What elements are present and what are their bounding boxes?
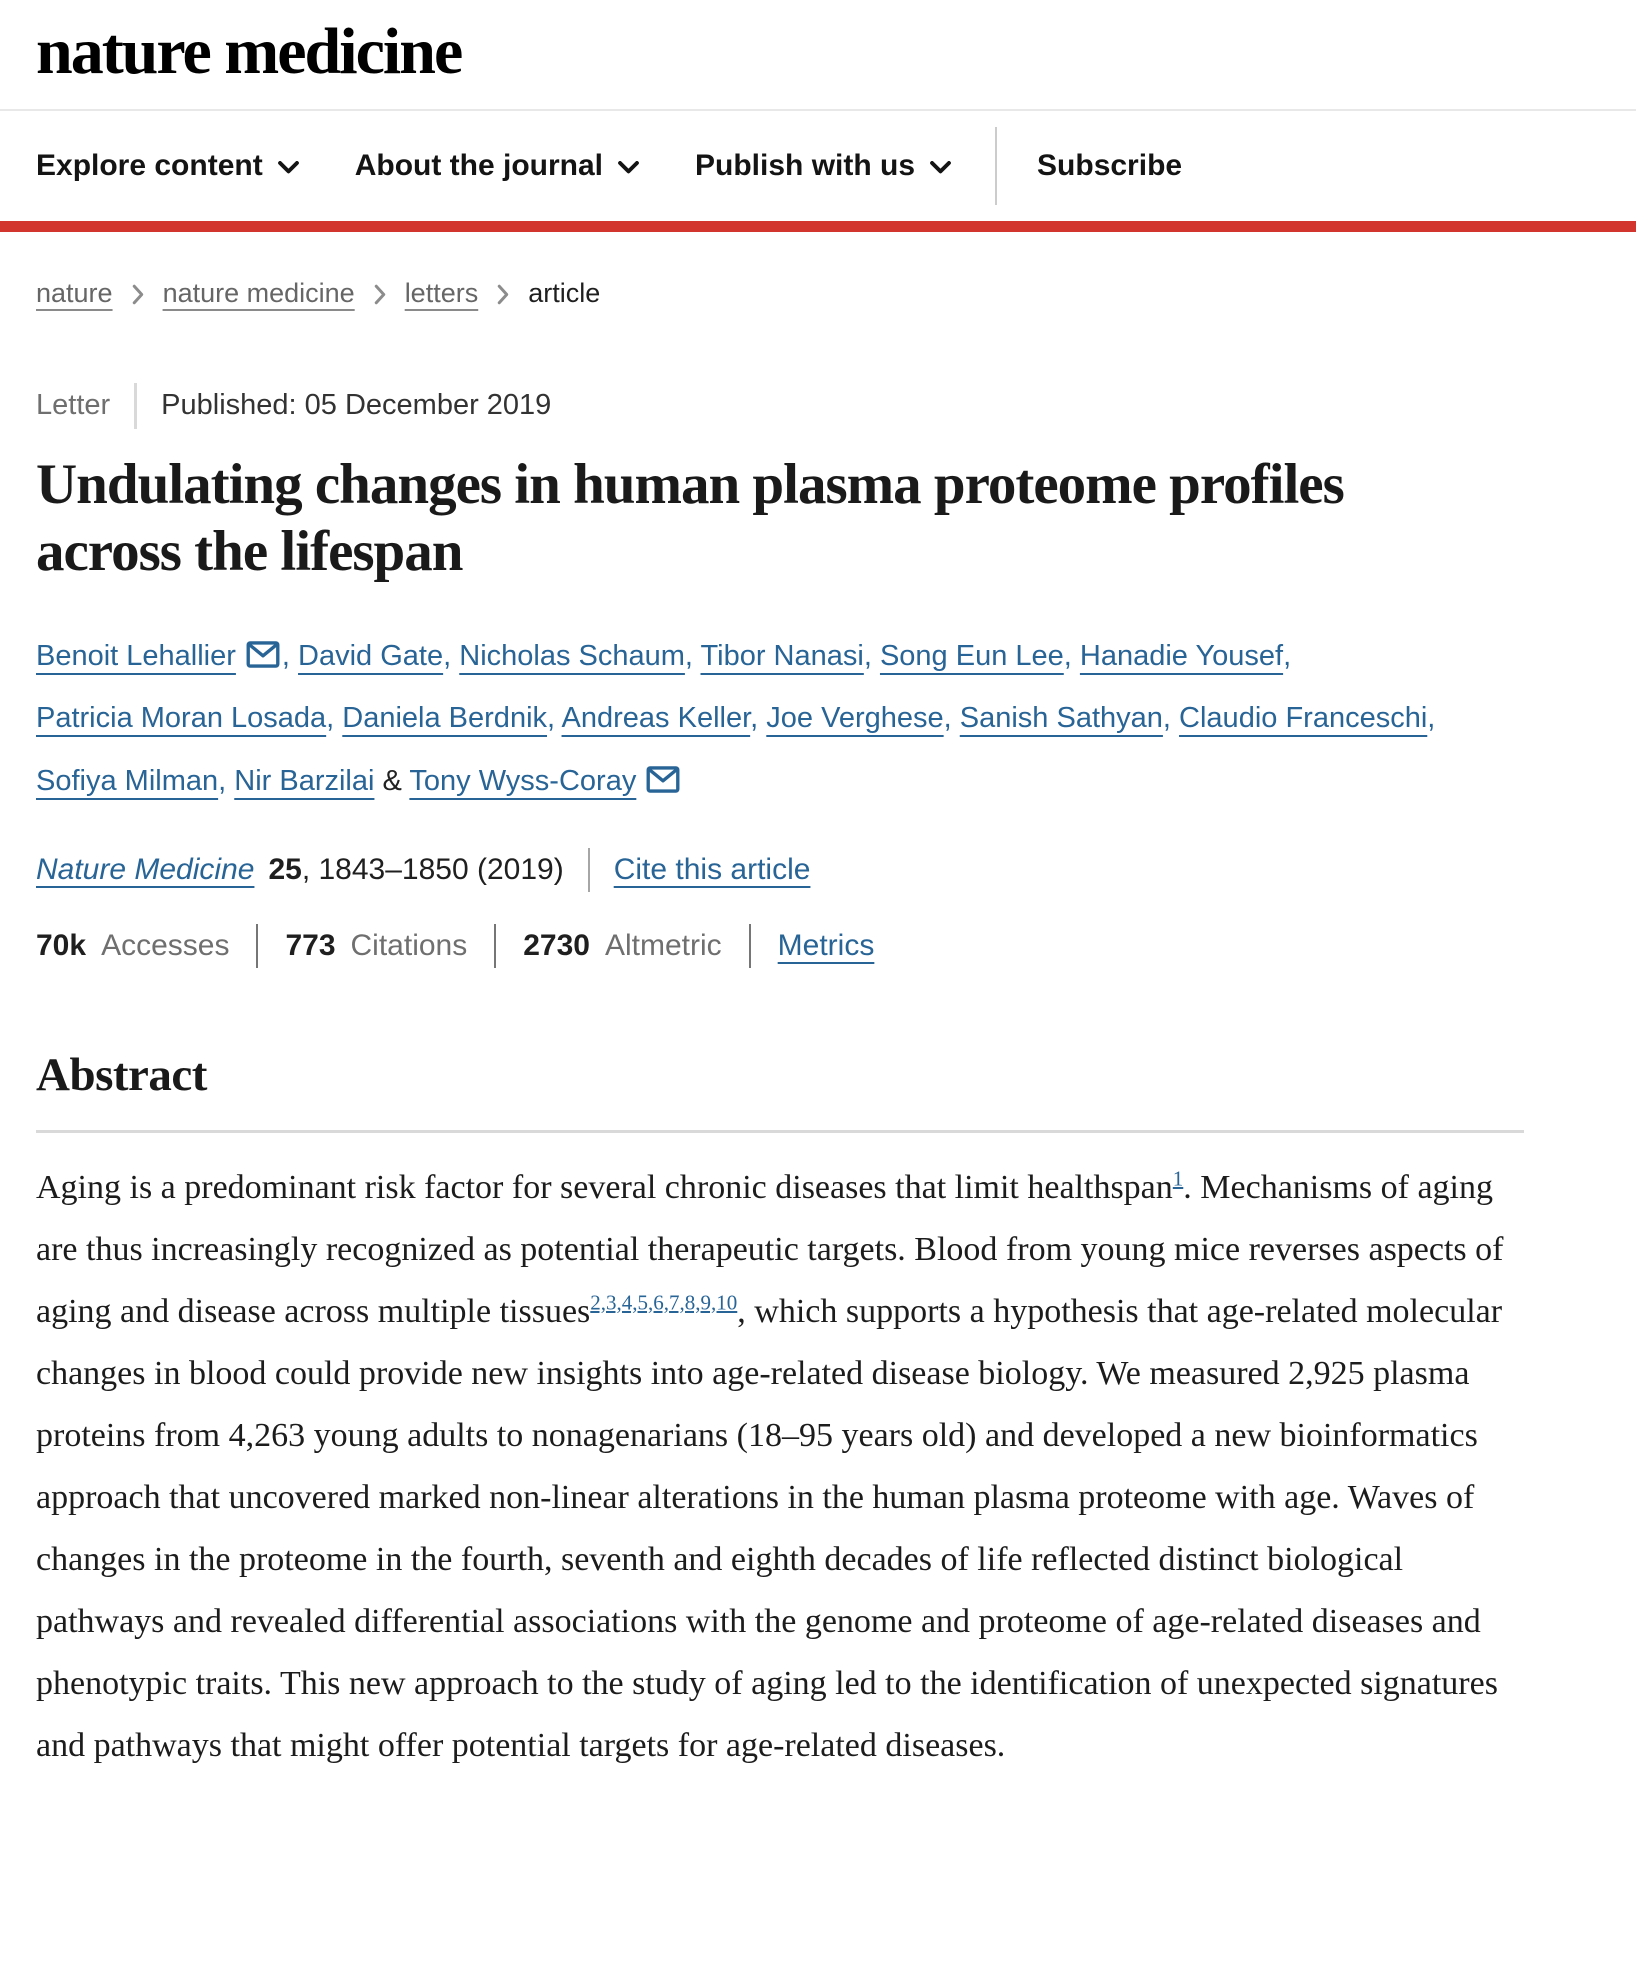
reference-link[interactable]: 1 bbox=[1172, 1166, 1184, 1191]
main-nav bbox=[0, 111, 1636, 221]
breadcrumb-separator bbox=[132, 284, 144, 305]
journal-pages: , 1843–1850 (2019) bbox=[301, 853, 564, 887]
nav-item-publish-with-us[interactable] bbox=[695, 149, 951, 183]
author-link-andreas-keller[interactable]: Andreas Keller bbox=[561, 702, 751, 735]
abstract-text: Aging is a predominant risk factor for several chronic diseases that limit healthspan$^1$. Mechanisms of aging are thus increasingly recognized as potential therapeutic targets. Blood from young mice reverses aspects of aging and disease across multiple tissues$^{2,3,4,5,6,7,8,9,10}$, which supports a hypothesis that age-related molecular changes in blood could provide new insights into age-related disease biology. We measured 2,925 plasma proteins from 4,263 young adults to nonagenarians (18–95 years old) and developed a new bioinformatics approach that uncovered marked non-linear alterations in the human plasma proteome with age. Waves of changes in the proteome in the fourth, seventh and eighth decades of life reflected distinct biological pathways and revealed differential associations with the genome and proteome of age-related diseases and phenotypic traits. This new approach to the study of aging led to the identification of unexpected signatures and pathways that might offer potential targets for age-related diseases. bbox=[36, 1166, 1504, 1765]
author-separator: , bbox=[1162, 702, 1180, 735]
author-link-song-eun-lee[interactable]: Song Eun Lee bbox=[879, 640, 1064, 673]
authors-list bbox=[36, 625, 1524, 812]
metric-value-accesses: 70k bbox=[36, 929, 87, 963]
nav-items bbox=[36, 149, 1007, 183]
metric-label-citations: Citations bbox=[350, 929, 468, 963]
chevron-right-icon bbox=[497, 284, 509, 305]
chevron-down-icon bbox=[930, 161, 951, 174]
metric-label-accesses: Accesses bbox=[101, 929, 230, 963]
nav-item-about-the-journal[interactable] bbox=[355, 149, 639, 183]
journal-name-link[interactable]: Nature Medicine bbox=[36, 853, 255, 887]
breadcrumb-separator bbox=[374, 284, 386, 305]
metric-divider bbox=[256, 924, 258, 968]
metric-value-citations: 773 bbox=[285, 929, 336, 963]
logo-row bbox=[0, 0, 1636, 111]
citation-line bbox=[36, 848, 1524, 892]
author-separator: , bbox=[863, 640, 880, 673]
reference-superscript bbox=[1173, 1167, 1184, 1191]
metrics-link[interactable]: Metrics bbox=[777, 929, 875, 963]
author-separator: , bbox=[750, 702, 767, 735]
nav-item-label: Publish with us bbox=[695, 148, 916, 182]
cite-this-article-link[interactable]: Cite this article bbox=[613, 853, 811, 887]
abstract-heading: Abstract bbox=[36, 1049, 207, 1102]
author-link-benoit-lehallier[interactable]: Benoit Lehallier bbox=[36, 640, 236, 673]
author-separator: , bbox=[326, 702, 343, 735]
brand-red-bar bbox=[0, 221, 1636, 232]
author-separator: , bbox=[1063, 640, 1080, 673]
author-separator: , bbox=[1283, 640, 1292, 673]
chevron-down-icon bbox=[278, 161, 299, 174]
journal-volume: 25 bbox=[268, 853, 302, 887]
metric-divider bbox=[749, 924, 751, 968]
chevron-down-icon bbox=[618, 161, 639, 174]
email-icon[interactable] bbox=[646, 766, 680, 793]
published-date: Published: 05 December 2019 bbox=[161, 389, 552, 422]
metric-label-altmetric: Altmetric bbox=[604, 929, 722, 963]
breadcrumb bbox=[36, 278, 1524, 309]
nav-subscribe-link[interactable]: Subscribe bbox=[1037, 148, 1183, 182]
author-separator: , bbox=[218, 764, 235, 797]
author-link-sofiya-milman[interactable]: Sofiya Milman bbox=[36, 764, 219, 797]
breadcrumb-link-nature-medicine[interactable]: nature medicine bbox=[162, 277, 355, 308]
author-link-joe-verghese[interactable]: Joe Verghese bbox=[766, 702, 944, 735]
author-link-nicholas-schaum[interactable]: Nicholas Schaum bbox=[459, 640, 685, 673]
author-separator: , bbox=[1427, 702, 1436, 735]
breadcrumb-separator bbox=[497, 284, 509, 305]
breadcrumb-link-letters[interactable]: letters bbox=[404, 277, 479, 308]
metric-divider bbox=[494, 924, 496, 968]
email-icon[interactable] bbox=[246, 641, 280, 668]
journal-logo[interactable]: nature medicine bbox=[36, 15, 462, 88]
chevron-right-icon bbox=[132, 284, 144, 305]
author-link-patricia-moran-losada[interactable]: Patricia Moran Losada bbox=[36, 702, 327, 735]
chevron-right-icon bbox=[374, 284, 386, 305]
metric-value-altmetric: 2730 bbox=[523, 929, 590, 963]
author-separator: , bbox=[281, 640, 299, 673]
citation-divider bbox=[588, 848, 590, 892]
nav-divider bbox=[995, 127, 997, 205]
article-page bbox=[0, 278, 1560, 1842]
author-link-tibor-nanasi[interactable]: Tibor Nanasi bbox=[700, 640, 864, 673]
author-link-hanadie-yousef[interactable]: Hanadie Yousef bbox=[1079, 640, 1284, 673]
nav-item-label: About the journal bbox=[354, 148, 604, 182]
metrics-row bbox=[36, 924, 1524, 968]
author-link-tony-wyss-coray[interactable]: Tony Wyss-Coray bbox=[409, 764, 637, 797]
author-link-david-gate[interactable]: David Gate bbox=[298, 640, 444, 673]
nav-item-explore-content[interactable] bbox=[36, 149, 299, 183]
author-link-daniela-berdnik[interactable]: Daniela Berdnik bbox=[342, 702, 548, 735]
author-link-sanish-sathyan[interactable]: Sanish Sathyan bbox=[959, 702, 1163, 735]
reference-superscript bbox=[590, 1291, 737, 1315]
abstract-section bbox=[36, 1048, 1524, 1777]
author-link-claudio-franceschi[interactable]: Claudio Franceschi bbox=[1179, 702, 1428, 735]
author-separator: , bbox=[684, 640, 701, 673]
author-separator: , bbox=[547, 702, 562, 735]
article-meta-row bbox=[36, 383, 1524, 429]
author-link-nir-barzilai[interactable]: Nir Barzilai bbox=[234, 764, 375, 797]
article-type-label: Letter bbox=[36, 389, 111, 422]
site-header bbox=[0, 0, 1636, 232]
meta-divider bbox=[134, 383, 137, 429]
reference-link[interactable]: 2,3,4,5,6,7,8,9,10 bbox=[590, 1290, 738, 1315]
breadcrumb-current: article bbox=[528, 277, 601, 308]
breadcrumb-link-nature[interactable]: nature bbox=[36, 277, 113, 308]
abstract-divider bbox=[36, 1130, 1524, 1133]
author-separator: , bbox=[443, 640, 460, 673]
author-separator: & bbox=[374, 764, 410, 797]
nav-item-label: Explore content bbox=[36, 148, 263, 182]
article-title: Undulating changes in human plasma proteome profiles across the lifespan bbox=[36, 452, 1344, 583]
author-separator: , bbox=[943, 702, 960, 735]
